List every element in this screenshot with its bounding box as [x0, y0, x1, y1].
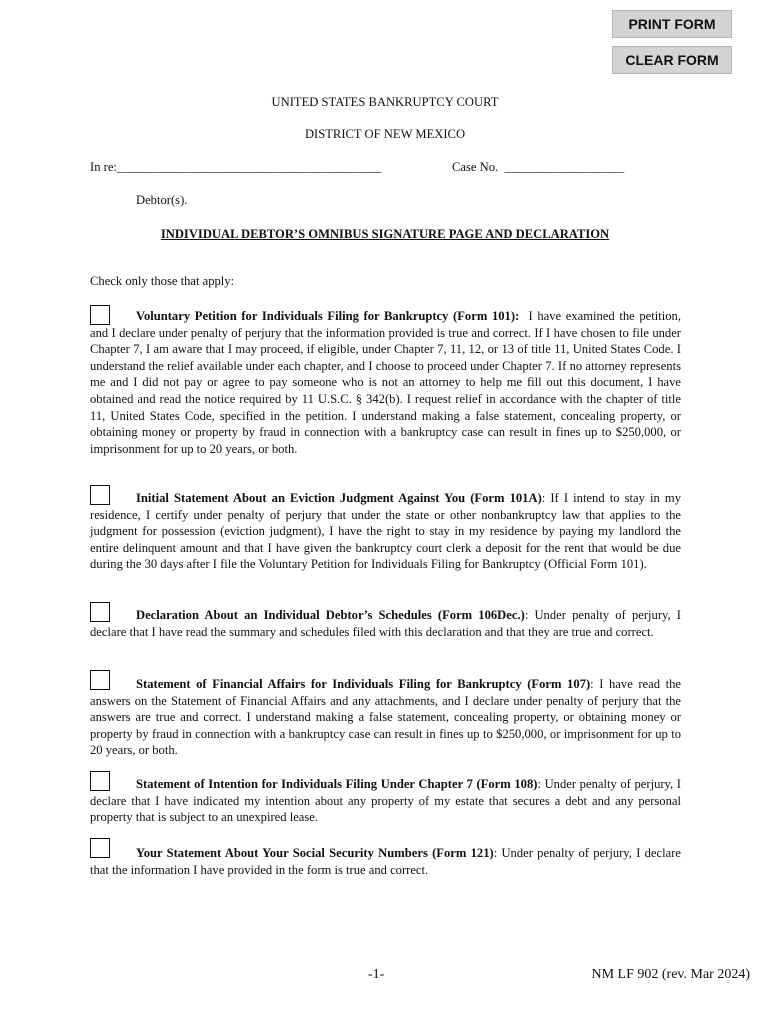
section-heading: Initial Statement About an Eviction Judgment Against You (Form 101A) — [136, 491, 542, 505]
debtors-label: Debtor(s). — [136, 193, 188, 207]
in-re-field[interactable]: __________________________________________ — [116, 160, 382, 174]
page-number: -1- — [368, 967, 385, 982]
in-re-label: In re: — [90, 160, 117, 174]
case-number-field[interactable]: ___________________ — [504, 160, 625, 174]
section-form-101a — [90, 490, 681, 573]
clear-form-button[interactable]: CLEAR FORM — [612, 46, 732, 74]
section-heading: Your Statement About Your Social Security Numbers (Form 121) — [136, 846, 494, 860]
section-form-106dec — [90, 607, 681, 640]
in-re-line — [90, 159, 381, 176]
section-body: : If I intend to stay in my residence, I certify under penalty of perjury that under the state or other nonbankruptcy law that applies to the judgment for possession (eviction judgment), I have the right to stay in my residence by paying my landlord the entire delinquent amount and that I have given the bankruptcy court clerk a deposit for the rent that would be due during the 30 days after I file the Voluntary Petition for Individuals Filing for Bankruptcy (Official Form 101). — [90, 491, 681, 572]
section-body: : Under penalty of perjury, I declare that I have indicated my intention about any property of my estate that secures a debt and any personal property that is subject to an unexpired lease. — [90, 777, 682, 825]
page-title: INDIVIDUAL DEBTOR’S OMNIBUS SIGNATURE PAGE AND DECLARATION — [160, 227, 610, 241]
print-form-button[interactable]: PRINT FORM — [612, 10, 732, 38]
section-heading: Statement of Financial Affairs for Individuals Filing for Bankruptcy (Form 107) — [136, 677, 591, 691]
case-number-label: Case No. — [452, 160, 499, 174]
section-form-101 — [90, 308, 681, 457]
section-body: I have examined the petition, and I declare under penalty of perjury that the information provided is true and correct. If I have chosen to file under Chapter 7, I am aware that I may proceed, if eligible, under Chapter 7, 11, 12, or 13 of title 11, United States Code. I understand the relief available under each chapter, and I choose to proceed under Chapter 7. If no attorney represents me and I did not pay or agree to pay someone who is not an attorney to help me fill out this document, I have obtained and read the notice required by 11 U.S.C. § 342(b). I request relief in accordance with the chapter of title 11, United States Code, specified in the petition. I understand making a false statement, concealing property, or obtaining money or property by fraud in connection with a bankruptcy case can result in fines up to $250,000, or imprisonment for up to 20 years, or both. — [90, 309, 682, 456]
form-identifier: NM LF 902 (rev. Mar 2024) — [591, 967, 750, 982]
section-heading: Declaration About an Individual Debtor’s Schedules (Form 106Dec.) — [136, 608, 525, 622]
district-name: DISTRICT OF NEW MEXICO — [304, 127, 466, 141]
case-number-line — [452, 159, 624, 176]
section-form-107 — [90, 676, 681, 759]
section-heading: Voluntary Petition for Individuals Filing for Bankruptcy (Form 101): — [136, 309, 520, 323]
section-form-121 — [90, 845, 681, 878]
section-heading: Statement of Intention for Individuals Filing Under Chapter 7 (Form 108) — [136, 777, 538, 791]
section-body: : Under penalty of perjury, I declare that I have read the summary and schedules filed with this declaration and that they are true and correct. — [90, 608, 681, 639]
court-name: UNITED STATES BANKRUPTCY COURT — [271, 95, 499, 109]
section-body: : Under penalty of perjury, I declare that the information I have provided in the form is true and correct. — [90, 846, 681, 877]
section-form-108 — [90, 776, 681, 826]
section-body: : I have read the answers on the Statement of Financial Affairs and any attachments, and I declare under penalty of perjury that the answers are true and correct. I understand making a false statement, concealing property, or obtaining money or property by fraud in connection with a bankruptcy case can result in fines up to $250,000, or imprisonment for up to 20 years, or both. — [90, 677, 681, 758]
instruction: Check only those that apply: — [90, 274, 235, 288]
